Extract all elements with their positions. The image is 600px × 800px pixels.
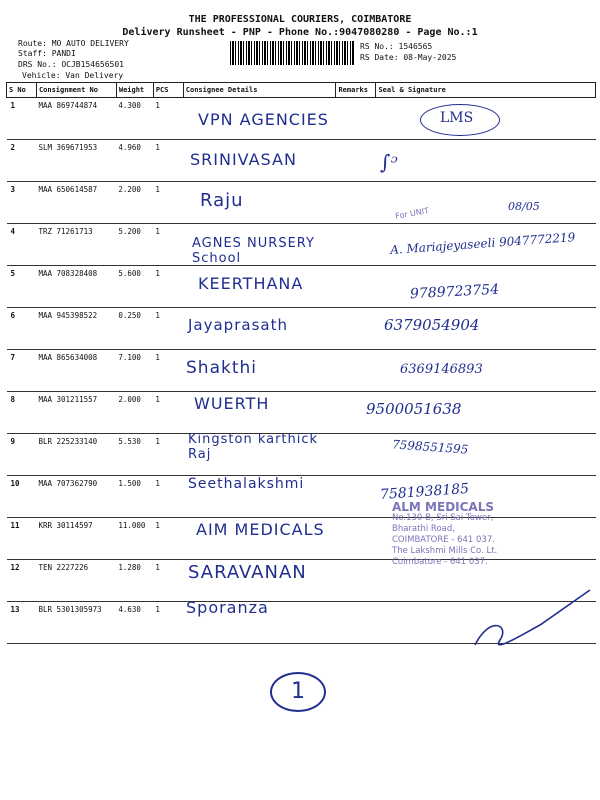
cell-weight: 2.000 [116, 392, 153, 434]
handwritten-consignee-5: KEERTHANA [198, 274, 304, 293]
cell-remarks [336, 266, 376, 308]
cell-consignment: BLR 225233140 [36, 434, 116, 476]
cell-pcs: 1 [153, 602, 183, 644]
handwritten-consignee-3: Raju [200, 190, 244, 211]
seal-5-signature: 9789723754 [409, 281, 500, 303]
table-row [7, 140, 596, 182]
cell-sno: 2 [7, 140, 37, 182]
col-consignment: Consignment No [36, 83, 116, 98]
cell-pcs: 1 [153, 392, 183, 434]
handwritten-consignee-8: WUERTH [194, 394, 270, 413]
handwritten-consignee-11: AIM MEDICALS [196, 520, 325, 539]
cell-consignment: MAA 707362790 [36, 476, 116, 518]
cell-remarks [336, 476, 376, 518]
cell-pcs: 1 [153, 476, 183, 518]
cell-consignment: SLM 369671953 [36, 140, 116, 182]
table-header [7, 83, 596, 98]
cell-sno: 9 [7, 434, 37, 476]
col-sno: S No [7, 83, 37, 98]
rs-date: RS Date: 08-May-2025 [360, 53, 457, 62]
seal-2-signature-mark: ∫ᵓ [380, 150, 398, 174]
cell-weight: 5.600 [116, 266, 153, 308]
unit-stamp-label: For UNIT [394, 206, 430, 221]
cell-pcs: 1 [153, 560, 183, 602]
cell-sno: 12 [7, 560, 37, 602]
cell-weight: 1.500 [116, 476, 153, 518]
cell-remarks [336, 602, 376, 644]
handwritten-consignee-12: SARAVANAN [188, 562, 307, 583]
cell-weight: 4.300 [116, 98, 153, 140]
cell-sno: 4 [7, 224, 37, 266]
cell-pcs: 1 [153, 266, 183, 308]
cell-sno: 5 [7, 266, 37, 308]
cell-consignment: MAA 865634008 [36, 350, 116, 392]
seal-4-signature: A. Mariajeyaseeli 9047772219 [389, 230, 576, 257]
barcode [230, 41, 355, 65]
cell-sno: 1 [7, 98, 37, 140]
cell-remarks [336, 98, 376, 140]
seal-8-signature: 9500051638 [366, 400, 462, 418]
cell-consignment: MAA 945398522 [36, 308, 116, 350]
vehicle-info: Vehicle: Van Delivery [22, 71, 124, 80]
col-seal: Seal & Signature [376, 83, 596, 98]
cell-seal [376, 140, 596, 182]
cell-consignment: BLR 5301305973 [36, 602, 116, 644]
cell-pcs: 1 [153, 518, 183, 560]
company-name: THE PROFESSIONAL COURIERS, COIMBATORE [188, 14, 412, 25]
alm-medicals-stamp [392, 502, 497, 568]
col-consignee: Consignee Details [183, 83, 336, 98]
cell-pcs: 1 [153, 140, 183, 182]
cell-weight: 2.200 [116, 182, 153, 224]
cell-consignment: MAA 869744874 [36, 98, 116, 140]
cell-sno: 13 [7, 602, 37, 644]
cell-sno: 8 [7, 392, 37, 434]
table-row [7, 392, 596, 434]
staff-info: Staff: PANDI [18, 49, 76, 58]
stamp-line-2: Bharathi Road, [392, 524, 455, 534]
cell-weight: 7.100 [116, 350, 153, 392]
stamp-title: ALM MEDICALS [392, 500, 494, 514]
cell-sno: 11 [7, 518, 37, 560]
handwritten-consignee-2: SRINIVASAN [190, 150, 297, 169]
cell-pcs: 1 [153, 350, 183, 392]
cell-sno: 10 [7, 476, 37, 518]
seal-3-signature: 08/05 [508, 200, 540, 213]
page-number-mark: 1 [270, 672, 326, 712]
cell-remarks [336, 182, 376, 224]
handwritten-consignee-9: Kingston karthick Raj [188, 432, 319, 462]
handwritten-consignee-6: Jayaprasath [188, 316, 288, 334]
cell-sno: 6 [7, 308, 37, 350]
runsheet-title: Delivery Runsheet - PNP - Phone No.:9047080280 - Page No.:1 [122, 27, 478, 38]
cell-remarks [336, 308, 376, 350]
handwritten-consignee-1: VPN AGENCIES [198, 110, 329, 129]
cell-pcs: 1 [153, 182, 183, 224]
rs-number: RS No.: 1546565 [360, 42, 433, 51]
route-info: Route: MO AUTO DELIVERY [18, 39, 129, 48]
stamp-line-3: COIMBATORE - 641 037. [392, 535, 495, 545]
cell-sno: 7 [7, 350, 37, 392]
cell-consignment: MAA 650614587 [36, 182, 116, 224]
handwritten-consignee-10: Seethalakshmi [188, 476, 305, 492]
cell-pcs: 1 [153, 224, 183, 266]
drs-info: DRS No.: OCJB154656501 [18, 60, 124, 69]
cell-weight: 4.630 [116, 602, 153, 644]
cell-weight: 11.000 [116, 518, 153, 560]
handwritten-consignee-7: Shakthi [186, 358, 257, 378]
stamp-line-5: Coimbatore - 641 037. [392, 557, 488, 567]
seal-7-signature: 6369146893 [400, 362, 483, 377]
handwritten-consignee-13: Sporanza [186, 598, 269, 617]
col-remarks: Remarks [336, 83, 376, 98]
stamp-line-1: No.130-B, Sri Sai Tower, [392, 513, 494, 523]
col-weight: Weight [116, 83, 153, 98]
seal-6-signature: 6379054904 [384, 316, 480, 334]
cell-weight: 5.530 [116, 434, 153, 476]
cell-remarks [336, 560, 376, 602]
cell-weight: 0.250 [116, 308, 153, 350]
cell-remarks [336, 140, 376, 182]
cell-consignment: KRR 30114597 [36, 518, 116, 560]
runsheet-table [6, 82, 596, 644]
cell-weight: 5.200 [116, 224, 153, 266]
cell-weight: 4.960 [116, 140, 153, 182]
col-pcs: PCS [153, 83, 183, 98]
cell-remarks [336, 518, 376, 560]
cell-pcs: 1 [153, 308, 183, 350]
handwritten-consignee-4: AGNES NURSERY School [192, 236, 315, 266]
seal-1-signature: LMS [440, 110, 474, 126]
cell-consignment: TEN 2227226 [36, 560, 116, 602]
table-row [7, 308, 596, 350]
cell-weight: 1.280 [116, 560, 153, 602]
cell-remarks [336, 350, 376, 392]
cell-pcs: 1 [153, 434, 183, 476]
seal-10-signature: 7581938185 [379, 480, 470, 504]
table-row [7, 350, 596, 392]
cell-consignment: MAA 301211557 [36, 392, 116, 434]
seal-9-signature: 7598551595 [391, 437, 469, 457]
cell-consignment: MAA 708328408 [36, 266, 116, 308]
cell-consignment: TRZ 71261713 [36, 224, 116, 266]
cell-sno: 3 [7, 182, 37, 224]
final-signature-scribble [470, 585, 595, 655]
cell-pcs: 1 [153, 98, 183, 140]
cell-remarks [336, 434, 376, 476]
stamp-line-4: The Lakshmi Mills Co. Lt. [392, 546, 498, 556]
